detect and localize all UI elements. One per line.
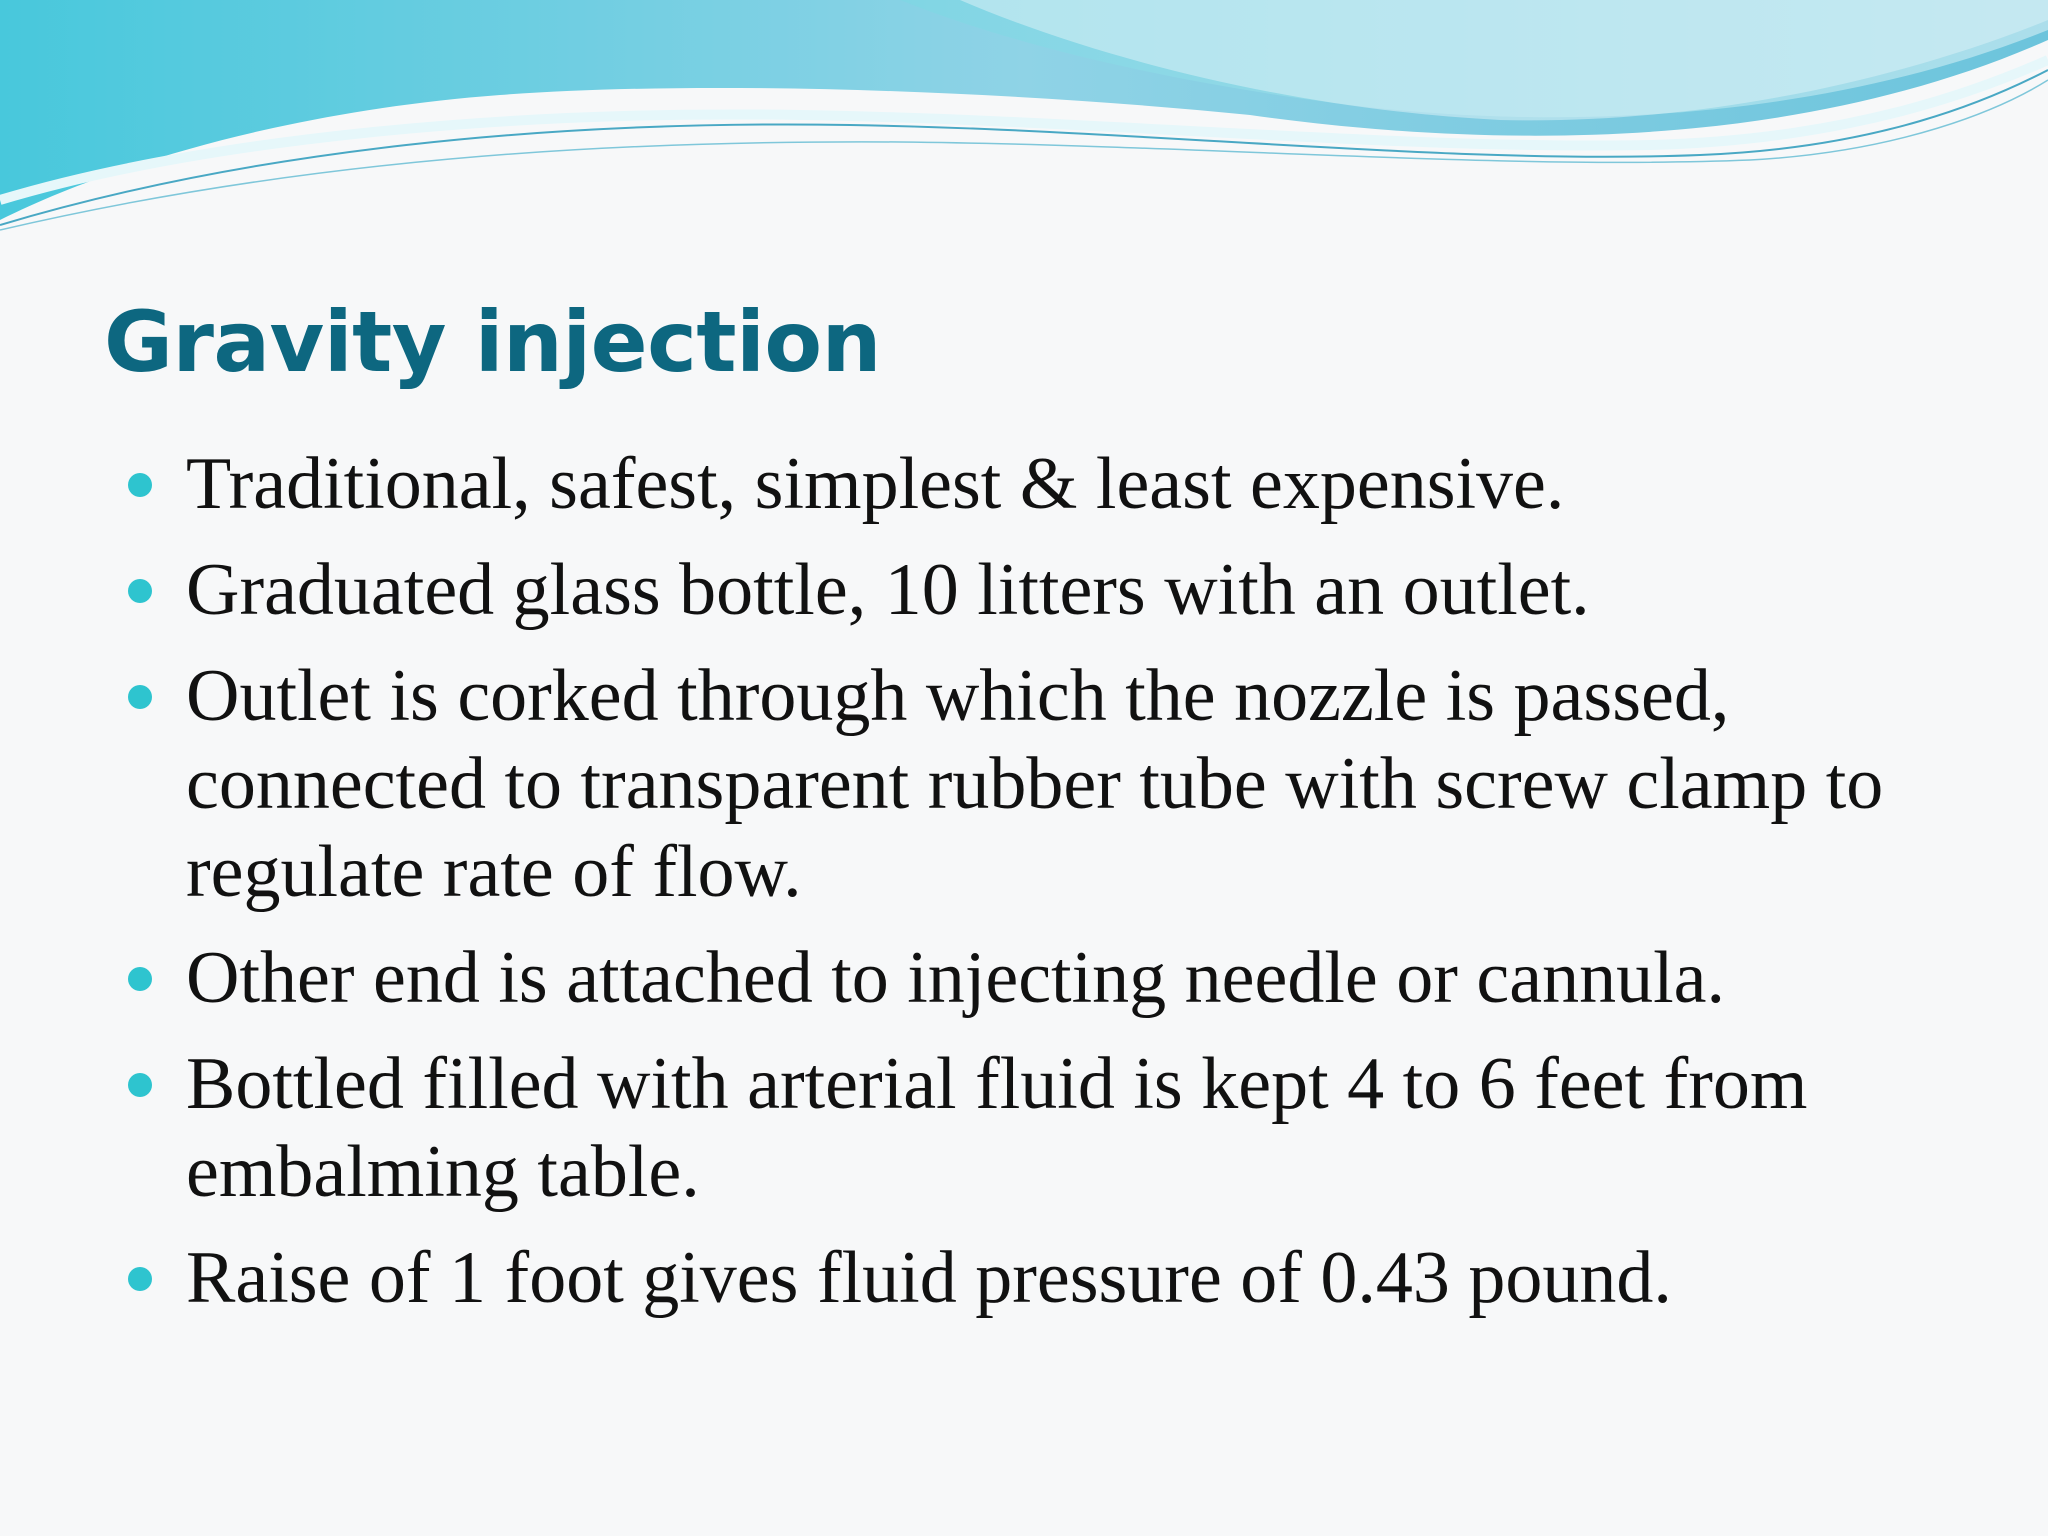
bullet-dot-icon	[128, 1073, 152, 1097]
bullet-item	[128, 1040, 2008, 1216]
bullet-dot-icon	[128, 967, 152, 991]
bullet-text: Other end is attached to injecting needle or cannula.	[186, 937, 1726, 1019]
bullet-dot-icon	[128, 473, 152, 497]
bullet-text: Bottled filled with arterial fluid is kept 4 to 6 feet from embalming table.	[186, 1043, 1808, 1213]
bullet-text: Outlet is corked through which the nozzle is passed, connected to transparent rubber tube with screw clamp to regulate rate of flow.	[186, 655, 1884, 913]
bullet-item	[128, 546, 2008, 634]
bullet-text: Raise of 1 foot gives fluid pressure of 0.43 pound.	[186, 1237, 1672, 1319]
bullet-dot-icon	[128, 579, 152, 603]
bullet-text: Traditional, safest, simplest & least expensive.	[186, 443, 1565, 525]
bullet-list	[128, 440, 2008, 1340]
bullet-item	[128, 652, 2008, 916]
bullet-item	[128, 440, 2008, 528]
bullet-dot-icon	[128, 1267, 152, 1291]
bullet-item	[128, 1234, 2008, 1322]
bullet-item	[128, 934, 2008, 1022]
slide-title: Gravity injection	[104, 293, 881, 391]
bullet-dot-icon	[128, 685, 152, 709]
bullet-text: Graduated glass bottle, 10 litters with an outlet.	[186, 549, 1590, 631]
decorative-wave-banner	[0, 0, 2048, 240]
